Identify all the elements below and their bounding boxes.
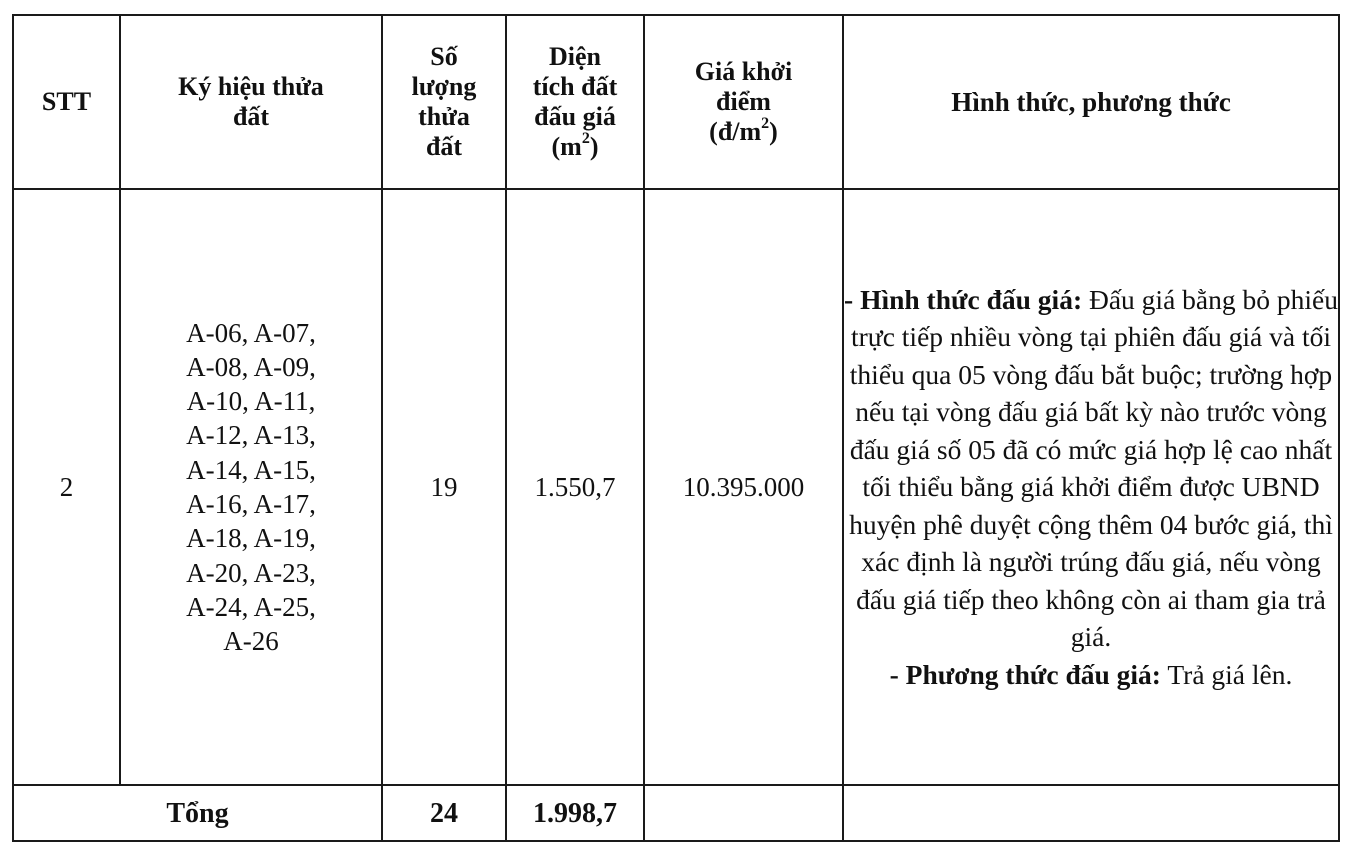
header-so-luong-line: thửa — [418, 102, 470, 131]
method-mode-paragraph — [844, 656, 1338, 694]
plot-line: A-16, A-17, — [186, 489, 316, 519]
method-mode-text: Trả giá lên. — [1160, 658, 1293, 690]
header-so-luong — [382, 15, 506, 189]
cell-gia-khoi-diem: 10.395.000 — [644, 189, 843, 785]
method-form-label: - Hình thức đấu giá: — [844, 283, 1083, 315]
total-so-luong: 24 — [382, 785, 506, 841]
plot-line: A-24, A-25, — [186, 591, 316, 622]
cell-so-luong: 19 — [382, 189, 506, 785]
cell-dien-tich: 1.550,7 — [506, 189, 644, 785]
total-row — [13, 785, 1339, 841]
header-ky-hieu-line: đất — [232, 102, 270, 131]
header-so-luong-line: lượng — [411, 72, 477, 101]
cell-stt: 2 — [13, 189, 120, 785]
plot-line: A-12, A-13, — [186, 420, 316, 451]
total-label: Tổng — [13, 785, 382, 841]
header-hinh-thuc — [843, 15, 1339, 189]
header-ky-hieu — [120, 15, 382, 189]
method-mode-label: - Phương thức đấu giá: — [889, 658, 1161, 690]
cell-plots — [120, 189, 382, 785]
header-hinh-thuc-text: Hình thức, phương thức — [951, 87, 1231, 117]
header-dien-tich — [506, 15, 644, 189]
total-method-empty — [843, 785, 1339, 841]
plot-line: A-20, A-23, — [186, 557, 316, 588]
auction-table — [12, 14, 1340, 842]
header-stt — [13, 15, 120, 189]
header-so-luong-line: Số — [430, 42, 458, 71]
header-dien-tich-line: Diện — [549, 42, 601, 71]
header-gia-line: Giá khởi — [694, 57, 793, 86]
header-dien-tich-line: tích đất — [532, 72, 618, 101]
header-gia-khoi-diem — [644, 15, 843, 189]
plot-line: A-14, A-15, — [186, 454, 316, 485]
header-dien-tich-unit: $(m^2)$ — [551, 130, 599, 161]
plot-line: A-10, A-11, — [186, 386, 316, 417]
method-form-paragraph — [844, 281, 1338, 656]
method-form-text: Đấu giá bằng bỏ phiếu trực tiếp nhiều vòng tại phiên đấu giá và tối thiểu qua 05 vòng đấu bắt buộc; trường hợp nếu tại vòng đấu giá bất kỳ nào trước vòng đấu giá số 05 đã có mức giá hợp lệ cao nhất tối thiểu bằng giá khởi điểm được UBND huyện phê duyệt cộng thêm 04 bước giá, thì xác định là người trúng đấu giá, nếu vòng đấu giá tiếp theo không còn ai tham gia trả giá. — [849, 283, 1338, 653]
header-gia-line: điểm — [716, 87, 771, 116]
header-gia-unit: $(đ/m^2)$ — [709, 115, 778, 146]
total-gia-empty — [644, 785, 843, 841]
total-dien-tich: 1.998,7 — [506, 785, 644, 841]
plot-line: A-06, A-07, — [186, 317, 316, 348]
plot-line: A-26 — [223, 626, 279, 657]
plot-line: A-08, A-09, — [186, 351, 316, 382]
header-stt-text: STT — [41, 87, 92, 116]
header-row — [13, 15, 1339, 189]
header-ky-hieu-line: Ký hiệu thửa — [178, 72, 324, 101]
header-so-luong-line: đất — [425, 132, 463, 161]
cell-method — [843, 189, 1339, 785]
header-dien-tich-line: đấu giá — [534, 102, 616, 131]
table-row — [13, 189, 1339, 785]
plot-line: A-18, A-19, — [186, 523, 316, 554]
